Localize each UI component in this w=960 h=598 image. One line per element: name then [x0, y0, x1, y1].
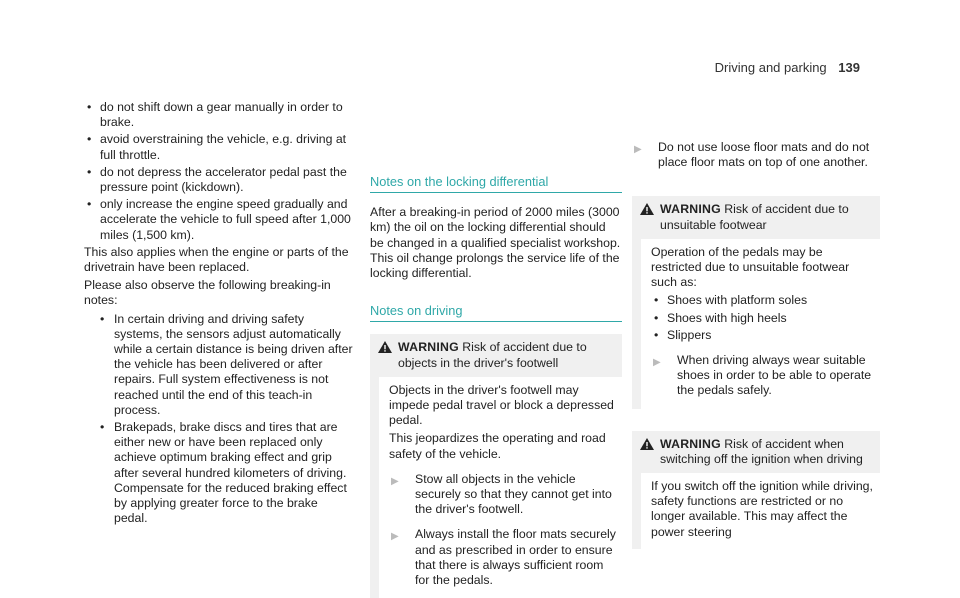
list-item: • do not shift down a gear manually in order to brake.: [87, 100, 343, 130]
list-item: • Shoes with high heels: [654, 310, 787, 325]
warning-icon: [638, 437, 660, 467]
section-title-locking: Notes on the locking differential: [370, 174, 622, 193]
list-item: • do not depress the accelerator pedal past the pressure point (kickdown).: [87, 164, 347, 195]
play-arrow-icon: ▶: [634, 144, 642, 155]
action-note: ▶ Stow all objects in the vehicle securely so that they cannot get into the driver's footwell.: [391, 471, 612, 517]
warning-risk: Risk of accident due to objects in the driver's footwell: [398, 340, 587, 370]
warning-risk: Risk of accident due to unsuitable footwear: [660, 202, 849, 232]
warning-keyword: WARNING: [660, 202, 721, 217]
warning-text: Objects in the driver's footwell may impede pedal travel or block a depressed pedal.: [389, 382, 614, 428]
warning-text: If you switch off the ignition while driving, safety functions are restricted or no longer available. This may affect the power steering: [651, 479, 873, 539]
warning-keyword: WARNING: [660, 436, 721, 451]
warning-text: This jeopardizes the operating and road safety of the vehicle.: [389, 431, 606, 461]
warning-box: [632, 196, 880, 408]
warning-keyword: WARNING: [398, 340, 459, 355]
play-arrow-icon: ▶: [391, 475, 399, 487]
action-note: ▶ When driving always wear suitable shoes in order to be able to operate the pedals safely.: [653, 353, 872, 398]
list-item: • only increase the engine speed gradually and accelerate the vehicle to full speed after 1,000 miles (1,500 km).: [87, 197, 351, 242]
paragraph: This also applies when the engine or parts of the drivetrain have been replaced.: [84, 244, 349, 275]
page-header: [715, 60, 860, 75]
warning-box: [370, 334, 622, 598]
footwear-list: [651, 293, 876, 343]
column-1: [84, 100, 354, 528]
list-item: • Brakepads, brake discs and tires that are either new or have been replaced only achieve optimum braking effect and grip after several hundred kilometers of driving. Compensate for the reduced braking effect by applying greater force to the brake pedal.: [100, 420, 347, 526]
list-item: • Slippers: [654, 327, 712, 342]
warning-icon: [638, 202, 660, 232]
column-2: [370, 100, 622, 598]
warning-icon: [376, 340, 398, 370]
list-item: • Shoes with platform soles: [654, 293, 808, 308]
warning-text: Operation of the pedals may be restricted due to unsuitable footwear such as:: [651, 244, 850, 290]
list-item: • avoid overstraining the vehicle, e.g. driving at full throttle.: [87, 132, 347, 162]
breakin-list: [84, 100, 354, 243]
list-item: • In certain driving and driving safety systems, the sensors adjust automatically while a certain distance is being driven after the vehicle has been delivered or after repairs. Full system effectiveness is not reached until the end of this teach-in process.: [100, 311, 353, 417]
section-name: Driving and parking: [714, 60, 827, 75]
section-title-driving: Notes on driving: [370, 303, 622, 322]
warning-box: [632, 431, 880, 549]
paragraph: After a breaking-in period of 2000 miles (3000 km) the oil on the locking differential should be changed in a qualified specialist workshop. This oil change prolongs the service life of the locking differential.: [370, 205, 621, 281]
play-arrow-icon: ▶: [391, 531, 399, 543]
column-3: [632, 100, 880, 549]
action-note: ▶ Always install the floor mats securely and as prescribed in order to ensure that there is always sufficient room for the pedals.: [391, 527, 616, 588]
warning-risk: Risk of accident when switching off the ignition when driving: [660, 436, 863, 466]
paragraph: Please also observe the following breaking-in notes:: [84, 278, 331, 308]
page-number: 139: [838, 60, 860, 75]
action-note: ▶ Do not use loose floor mats and do not place floor mats on top of one another.: [634, 140, 870, 170]
play-arrow-icon: ▶: [653, 357, 661, 369]
breakin-notes-list: [84, 312, 354, 527]
